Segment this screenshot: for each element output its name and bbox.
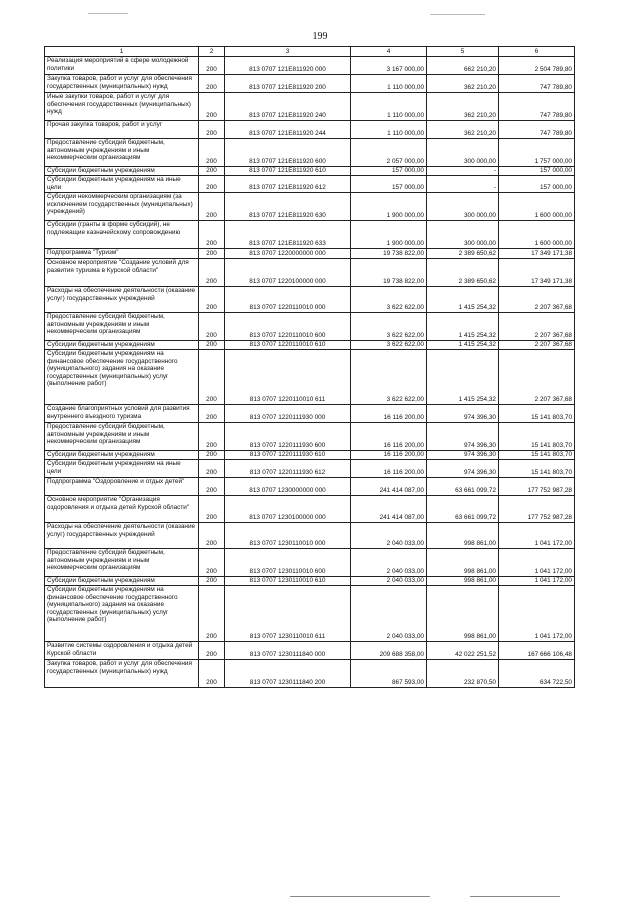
- column-header: 6: [499, 47, 575, 57]
- table-row: [45, 313, 575, 341]
- row-code-cell: 200: [199, 341, 225, 350]
- table-row: [45, 259, 575, 287]
- row-approved-amount-cell: 3 622 622,00: [351, 313, 427, 341]
- row-name-cell: Субсидии бюджетным учреждениям: [45, 341, 199, 350]
- table-row: [45, 642, 575, 660]
- table-row: [45, 660, 575, 688]
- row-approved-amount-cell: 3 622 622,00: [351, 341, 427, 350]
- row-code-cell: 200: [199, 350, 225, 405]
- table-row: [45, 75, 575, 93]
- footer-line: [290, 896, 430, 897]
- row-name-cell: Прочая закупка товаров, работ и услуг: [45, 121, 199, 139]
- column-header: 1: [45, 47, 199, 57]
- row-code-cell: 200: [199, 496, 225, 523]
- row-executed-amount-cell: 974 396,30: [427, 451, 499, 460]
- table-row: [45, 350, 575, 405]
- row-executed-amount-cell: 2 389 650,62: [427, 249, 499, 259]
- row-executed-amount-cell: 998 861,00: [427, 549, 499, 577]
- row-name-cell: Расходы на обеспечение деятельности (оказание услуг) государственных учреждений: [45, 523, 199, 549]
- row-approved-amount-cell: 19 738 822,00: [351, 259, 427, 287]
- row-executed-amount-cell: 974 396,30: [427, 423, 499, 451]
- table-row: [45, 287, 575, 313]
- row-code-cell: 200: [199, 460, 225, 478]
- row-unexecuted-amount-cell: 2 207 367,68: [499, 313, 575, 341]
- row-name-cell: Субсидии бюджетным учреждениям: [45, 577, 199, 586]
- row-name-cell: Субсидии (гранты в форме субсидий), не подлежащие казначейскому сопровождению: [45, 221, 199, 249]
- row-approved-amount-cell: 16 116 200,00: [351, 460, 427, 478]
- row-code-cell: 200: [199, 221, 225, 249]
- row-code-cell: 200: [199, 93, 225, 121]
- row-unexecuted-amount-cell: 2 207 367,68: [499, 350, 575, 405]
- row-name-cell: Субсидии бюджетным учреждениям: [45, 451, 199, 460]
- row-unexecuted-amount-cell: 1 600 000,00: [499, 193, 575, 221]
- table-row: [45, 249, 575, 259]
- row-executed-amount-cell: -: [427, 176, 499, 193]
- row-name-cell: Предоставление субсидий бюджетным, автономным учреждениям и иным некоммерческим организациям: [45, 139, 199, 167]
- row-approved-amount-cell: 1 900 000,00: [351, 221, 427, 249]
- row-executed-amount-cell: 998 861,00: [427, 523, 499, 549]
- row-executed-amount-cell: 998 861,00: [427, 586, 499, 642]
- column-header: 3: [225, 47, 351, 57]
- row-classification-cell: 813 0707 1230100000 000: [225, 496, 351, 523]
- row-approved-amount-cell: 16 116 200,00: [351, 423, 427, 451]
- row-executed-amount-cell: 362 210,20: [427, 93, 499, 121]
- row-code-cell: 200: [199, 642, 225, 660]
- row-name-cell: Закупка товаров, работ и услуг для обеспечения государственных (муниципальных) нужд: [45, 75, 199, 93]
- row-approved-amount-cell: 157 000,00: [351, 167, 427, 176]
- row-approved-amount-cell: 2 057 000,00: [351, 139, 427, 167]
- row-classification-cell: 813 0707 1230110010 610: [225, 577, 351, 586]
- row-classification-cell: 813 0707 121Е811920 610: [225, 167, 351, 176]
- row-executed-amount-cell: 2 389 650,62: [427, 259, 499, 287]
- row-name-cell: Реализация мероприятий в сфере молодежной политики: [45, 57, 199, 75]
- row-classification-cell: 813 0707 121Е811920 240: [225, 93, 351, 121]
- table-row: [45, 193, 575, 221]
- row-code-cell: 200: [199, 75, 225, 93]
- row-name-cell: Субсидии бюджетным учреждениям на иные цели: [45, 460, 199, 478]
- table-row: [45, 341, 575, 350]
- row-classification-cell: 813 0707 1220110010 000: [225, 287, 351, 313]
- row-unexecuted-amount-cell: 177 752 987,28: [499, 478, 575, 496]
- table-row: [45, 167, 575, 176]
- row-unexecuted-amount-cell: 747 789,80: [499, 93, 575, 121]
- row-name-cell: Закупка товаров, работ и услуг для обеспечения государственных (муниципальных) нужд: [45, 660, 199, 688]
- row-executed-amount-cell: 1 415 254,32: [427, 350, 499, 405]
- row-name-cell: Подпрограмма "Оздоровление и отдых детей": [45, 478, 199, 496]
- row-unexecuted-amount-cell: 1 041 172,00: [499, 523, 575, 549]
- row-code-cell: 200: [199, 167, 225, 176]
- row-approved-amount-cell: 1 110 000,00: [351, 75, 427, 93]
- row-code-cell: 200: [199, 423, 225, 451]
- row-unexecuted-amount-cell: 1 041 172,00: [499, 549, 575, 577]
- row-approved-amount-cell: 16 116 200,00: [351, 405, 427, 423]
- row-code-cell: 200: [199, 586, 225, 642]
- table-row: [45, 549, 575, 577]
- row-classification-cell: 813 0707 1230110010 611: [225, 586, 351, 642]
- row-name-cell: Субсидии бюджетным учреждениям: [45, 167, 199, 176]
- table-row: [45, 221, 575, 249]
- row-name-cell: Создание благоприятных условий для развития внутреннего въездного туризма: [45, 405, 199, 423]
- row-approved-amount-cell: 3 167 000,00: [351, 57, 427, 75]
- row-classification-cell: 813 0707 1220000000 000: [225, 249, 351, 259]
- table-body: [45, 57, 575, 688]
- row-code-cell: 200: [199, 549, 225, 577]
- row-approved-amount-cell: 1 110 000,00: [351, 93, 427, 121]
- row-classification-cell: 813 0707 121Е811920 000: [225, 57, 351, 75]
- table-row: [45, 176, 575, 193]
- row-code-cell: 200: [199, 176, 225, 193]
- row-executed-amount-cell: 300 000,00: [427, 139, 499, 167]
- column-header: 4: [351, 47, 427, 57]
- row-executed-amount-cell: 63 661 099,72: [427, 496, 499, 523]
- row-executed-amount-cell: 1 415 254,32: [427, 287, 499, 313]
- table-row: [45, 405, 575, 423]
- row-unexecuted-amount-cell: 15 141 803,70: [499, 451, 575, 460]
- row-executed-amount-cell: 362 210,20: [427, 75, 499, 93]
- row-executed-amount-cell: 232 870,50: [427, 660, 499, 688]
- table-row: [45, 496, 575, 523]
- row-approved-amount-cell: 19 738 822,00: [351, 249, 427, 259]
- table-row: [45, 460, 575, 478]
- row-unexecuted-amount-cell: 157 000,00: [499, 176, 575, 193]
- row-code-cell: 200: [199, 57, 225, 75]
- row-code-cell: 200: [199, 139, 225, 167]
- row-classification-cell: 813 0707 121Е811920 244: [225, 121, 351, 139]
- row-unexecuted-amount-cell: 747 789,80: [499, 121, 575, 139]
- row-name-cell: Расходы на обеспечение деятельности (оказание услуг) государственных учреждений: [45, 287, 199, 313]
- row-code-cell: 200: [199, 259, 225, 287]
- table-row: [45, 523, 575, 549]
- row-executed-amount-cell: 974 396,30: [427, 460, 499, 478]
- row-classification-cell: 813 0707 121Е811920 630: [225, 193, 351, 221]
- row-executed-amount-cell: 300 000,00: [427, 221, 499, 249]
- row-unexecuted-amount-cell: 15 141 803,70: [499, 460, 575, 478]
- row-unexecuted-amount-cell: 634 722,50: [499, 660, 575, 688]
- row-unexecuted-amount-cell: 747 789,80: [499, 75, 575, 93]
- row-unexecuted-amount-cell: 1 600 000,00: [499, 221, 575, 249]
- row-executed-amount-cell: 1 415 254,32: [427, 341, 499, 350]
- row-classification-cell: 813 0707 1220111930 000: [225, 405, 351, 423]
- row-approved-amount-cell: 1 110 000,00: [351, 121, 427, 139]
- row-executed-amount-cell: 42 022 251,52: [427, 642, 499, 660]
- row-classification-cell: 813 0707 1230111840 000: [225, 642, 351, 660]
- row-approved-amount-cell: 16 116 200,00: [351, 451, 427, 460]
- scan-speck: [430, 14, 485, 15]
- row-approved-amount-cell: 241 414 087,00: [351, 496, 427, 523]
- row-classification-cell: 813 0707 1230000000 000: [225, 478, 351, 496]
- row-name-cell: Предоставление субсидий бюджетным, автономным учреждениям и иным некоммерческим организациям: [45, 549, 199, 577]
- row-classification-cell: 813 0707 1220110010 610: [225, 341, 351, 350]
- row-unexecuted-amount-cell: 2 207 367,68: [499, 341, 575, 350]
- column-header: 2: [199, 47, 225, 57]
- row-classification-cell: 813 0707 1220100000 000: [225, 259, 351, 287]
- row-name-cell: Основное мероприятие "Организация оздоровления и отдыха детей Курской области": [45, 496, 199, 523]
- row-code-cell: 200: [199, 451, 225, 460]
- row-unexecuted-amount-cell: 2 504 789,80: [499, 57, 575, 75]
- row-classification-cell: 813 0707 121Е811920 612: [225, 176, 351, 193]
- footer-line: [470, 896, 560, 897]
- row-unexecuted-amount-cell: 1 041 172,00: [499, 586, 575, 642]
- row-name-cell: Иные закупки товаров, работ и услуг для обеспечения государственных (муниципальных) нужд: [45, 93, 199, 121]
- table-row: [45, 121, 575, 139]
- row-code-cell: 200: [199, 478, 225, 496]
- row-executed-amount-cell: 974 396,30: [427, 405, 499, 423]
- row-name-cell: Предоставление субсидий бюджетным, автономным учреждениям и иным некоммерческим организациям: [45, 423, 199, 451]
- table-row: [45, 57, 575, 75]
- row-classification-cell: 813 0707 1220110010 611: [225, 350, 351, 405]
- row-name-cell: Субсидии некоммерческим организациям (за исключением государственных (муниципальных) учреждений): [45, 193, 199, 221]
- row-executed-amount-cell: 362 210,20: [427, 121, 499, 139]
- row-approved-amount-cell: 3 622 622,00: [351, 350, 427, 405]
- row-unexecuted-amount-cell: 177 752 987,28: [499, 496, 575, 523]
- row-code-cell: 200: [199, 523, 225, 549]
- row-unexecuted-amount-cell: 167 666 106,48: [499, 642, 575, 660]
- row-approved-amount-cell: 867 593,00: [351, 660, 427, 688]
- row-executed-amount-cell: 1 415 254,32: [427, 313, 499, 341]
- row-approved-amount-cell: 3 622 622,00: [351, 287, 427, 313]
- row-approved-amount-cell: 209 688 358,00: [351, 642, 427, 660]
- row-classification-cell: 813 0707 1220111930 610: [225, 451, 351, 460]
- table-header-row: [45, 47, 575, 57]
- row-classification-cell: 813 0707 121Е811920 600: [225, 139, 351, 167]
- table-row: [45, 478, 575, 496]
- row-code-cell: 200: [199, 121, 225, 139]
- row-code-cell: 200: [199, 193, 225, 221]
- row-executed-amount-cell: -: [427, 167, 499, 176]
- row-code-cell: 200: [199, 249, 225, 259]
- row-classification-cell: 813 0707 121Е811920 200: [225, 75, 351, 93]
- row-name-cell: Предоставление субсидий бюджетным, автономным учреждениям и иным некоммерческим организациям: [45, 313, 199, 341]
- row-code-cell: 200: [199, 660, 225, 688]
- row-name-cell: Развитие системы оздоровления и отдыха детей Курской области: [45, 642, 199, 660]
- row-classification-cell: 813 0707 1220111930 600: [225, 423, 351, 451]
- row-name-cell: Субсидии бюджетным учреждениям на иные цели: [45, 176, 199, 193]
- row-unexecuted-amount-cell: 2 207 367,68: [499, 287, 575, 313]
- table-row: [45, 451, 575, 460]
- scan-speck: [88, 13, 128, 14]
- row-classification-cell: 813 0707 1230110010 000: [225, 523, 351, 549]
- row-name-cell: Субсидии бюджетным учреждениям на финансовое обеспечение государственного (муниципального) задания на оказание государственных (муниципальных) услуг (выполнение работ): [45, 350, 199, 405]
- table-row: [45, 139, 575, 167]
- table-row: [45, 93, 575, 121]
- row-approved-amount-cell: 2 040 033,00: [351, 523, 427, 549]
- row-classification-cell: 813 0707 1220111930 612: [225, 460, 351, 478]
- row-executed-amount-cell: 998 861,00: [427, 577, 499, 586]
- row-classification-cell: 813 0707 1220110010 600: [225, 313, 351, 341]
- row-executed-amount-cell: 662 210,20: [427, 57, 499, 75]
- column-header: 5: [427, 47, 499, 57]
- row-approved-amount-cell: 2 040 033,00: [351, 577, 427, 586]
- row-executed-amount-cell: 300 000,00: [427, 193, 499, 221]
- row-name-cell: Основное мероприятие "Создание условий для развития туризма в Курской области": [45, 259, 199, 287]
- page-number: 199: [312, 31, 328, 42]
- row-unexecuted-amount-cell: 15 141 803,70: [499, 423, 575, 451]
- row-unexecuted-amount-cell: 17 349 171,38: [499, 259, 575, 287]
- row-classification-cell: 813 0707 1230111840 200: [225, 660, 351, 688]
- table-row: [45, 577, 575, 586]
- table-row: [45, 586, 575, 642]
- row-code-cell: 200: [199, 405, 225, 423]
- row-unexecuted-amount-cell: 157 000,00: [499, 167, 575, 176]
- row-unexecuted-amount-cell: 1 041 172,00: [499, 577, 575, 586]
- row-classification-cell: 813 0707 1230110010 600: [225, 549, 351, 577]
- row-unexecuted-amount-cell: 17 349 171,38: [499, 249, 575, 259]
- row-approved-amount-cell: 1 900 000,00: [351, 193, 427, 221]
- table-row: [45, 423, 575, 451]
- row-approved-amount-cell: 2 040 033,00: [351, 549, 427, 577]
- row-code-cell: 200: [199, 313, 225, 341]
- row-classification-cell: 813 0707 121Е811920 633: [225, 221, 351, 249]
- row-approved-amount-cell: 2 040 033,00: [351, 586, 427, 642]
- row-approved-amount-cell: 157 000,00: [351, 176, 427, 193]
- row-unexecuted-amount-cell: 15 141 803,70: [499, 405, 575, 423]
- row-executed-amount-cell: 63 661 099,72: [427, 478, 499, 496]
- row-approved-amount-cell: 241 414 087,00: [351, 478, 427, 496]
- row-name-cell: Подпрограмма "Туризм": [45, 249, 199, 259]
- row-unexecuted-amount-cell: 1 757 000,00: [499, 139, 575, 167]
- row-name-cell: Субсидии бюджетным учреждениям на финансовое обеспечение государственного (муниципального) задания на оказание государственных (муниципальных) услуг (выполнение работ): [45, 586, 199, 642]
- row-code-cell: 200: [199, 577, 225, 586]
- budget-table: [44, 46, 575, 688]
- row-code-cell: 200: [199, 287, 225, 313]
